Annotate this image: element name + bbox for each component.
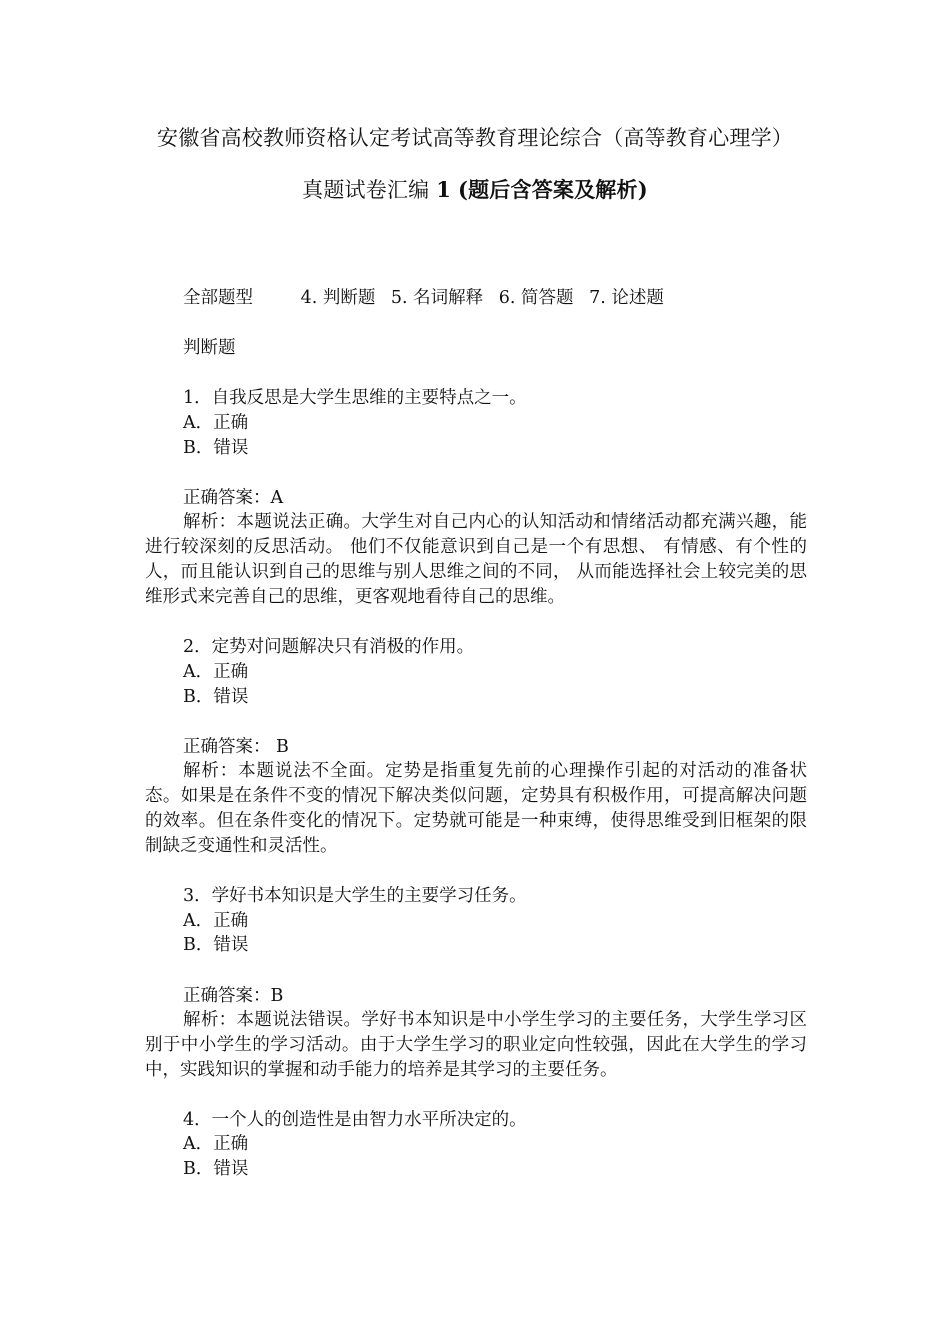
answer-analysis: 解析：本题说法不全面。定势是指重复先前的心理操作引起的对活动的准备状态。如果是在条件不变的情况下解决类似问题，定势具有积极作用，可提高解决问题的效率。但在条件变化的情况下。定势就可能是一种束缚，使得思维受到旧框架的限制缺乏变通性和灵活性。 (145, 761, 807, 856)
option-a: A．正确 (183, 1134, 249, 1154)
document-subtitle (0, 174, 950, 204)
question-stem: 1．自我反思是大学生思维的主要特点之一。 (183, 388, 527, 408)
option-b: B．错误 (183, 935, 249, 955)
answer-analysis: 解析：本题说法正确。大学生对自己内心的认知活动和情绪活动都充满兴趣，能进行较深刻的反思活动。 他们不仅能意识到自己是一个有思想、 有情感、有个性的人，而且能认识到自己的思维与别人思维之间的不同， 从而能选择社会上较完美的思维形式来完善自己的思维，更客观地看待自己的思维。 (145, 512, 807, 607)
toc-item[interactable]: 7. 论述题 (589, 288, 664, 308)
toc-item[interactable]: 4. 判断题 (300, 288, 376, 308)
correct-answer: 正确答案：B (183, 986, 284, 1006)
correct-answer: 正确答案：A (183, 488, 284, 508)
correct-answer: 正确答案： B (183, 737, 289, 757)
document-title: 安徽省高校教师资格认定考试高等教育理论综合（高等教育心理学） (157, 126, 793, 150)
toc-item[interactable]: 5. 名词解释 (390, 288, 484, 308)
option-a: A．正确 (183, 413, 249, 433)
question-stem: 4．一个人的创造性是由智力水平所决定的。 (183, 1110, 527, 1130)
option-b: B．错误 (183, 1159, 249, 1179)
question-stem: 3．学好书本知识是大学生的主要学习任务。 (183, 886, 527, 906)
option-a: A．正确 (183, 911, 249, 931)
subtitle-prefix: 真题试卷汇编 (302, 178, 430, 202)
question-type-list (183, 286, 674, 310)
answer-analysis: 解析：本题说法错误。学好书本知识是中小学生学习的主要任务，大学生学习区别于中小学生的学习活动。由于大学生学习的职业定向性较强，因此在大学生的学习中，实践知识的掌握和动手能力的培养是其学习的主要任务。 (145, 1010, 807, 1080)
subtitle-number: 1 (436, 177, 452, 202)
toc-item[interactable]: 6. 简答题 (498, 288, 574, 308)
section-title: 判断题 (183, 338, 236, 358)
question-stem: 2．定势对问题解决只有消极的作用。 (183, 637, 475, 657)
subtitle-suffix: (题后含答案及解析) (457, 177, 648, 202)
option-b: B．错误 (183, 438, 249, 458)
toc-label: 全部题型 (183, 288, 253, 308)
option-a: A．正确 (183, 662, 249, 682)
option-b: B．错误 (183, 687, 249, 707)
